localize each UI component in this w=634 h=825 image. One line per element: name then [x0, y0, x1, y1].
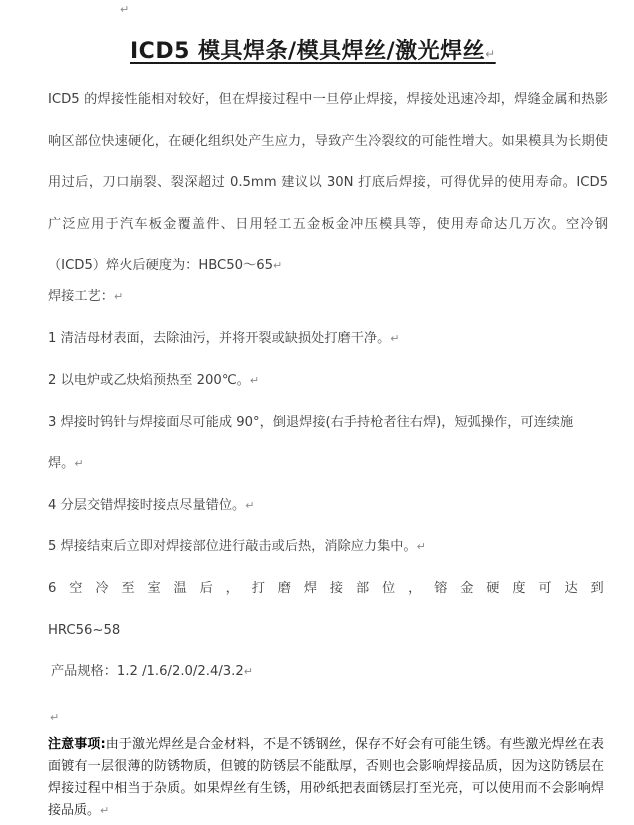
paragraph-mark: ↵ — [273, 259, 283, 273]
step-6-continued-text: HRC56~58 — [48, 623, 121, 638]
step-6-word: 温 — [173, 581, 187, 596]
step-6-word: 室 — [147, 581, 161, 596]
step-6-word: 硬 — [486, 581, 500, 596]
note-text: 由于激光焊丝是合金材料，不是不锈钢丝，保存不好会有可能生锈。有些激光焊丝在表面镀有一层很薄的防锈物质，但镀的防锈层不能酞厚，否则也会影响焊接品质，因为这防锈层在焊接过程中相当于杂质。如果焊丝有生锈，用砂纸把表面锈层打至光亮，可以使用而不会影响焊接品质。 — [48, 737, 604, 818]
step-6-word: 至 — [121, 581, 135, 596]
paragraph-mark: ↵ — [113, 290, 124, 303]
step-6-word: 焊 — [303, 581, 318, 596]
step-6-word: 冷 — [95, 581, 109, 596]
paragraph-mark: ↵ — [390, 332, 400, 345]
step-6-word: 空 — [69, 581, 83, 596]
step-6-word: 可 — [538, 581, 552, 596]
process-heading — [48, 288, 123, 306]
step-6-word: 磨 — [277, 581, 291, 596]
title-text: ICD5 模具焊条/模具焊丝/激光焊丝 — [130, 39, 486, 64]
step-6-word: 6 — [48, 581, 57, 596]
paragraph-mark: ↵ — [74, 457, 84, 470]
product-spec-text: 产品规格：1.2 /1.6/2.0/2.4/3.2 — [51, 664, 244, 679]
paragraph-mark: ↵ — [50, 711, 60, 724]
step-6-word: ， — [408, 581, 422, 596]
step-6-word: ， — [225, 581, 239, 596]
step-3-continued — [48, 455, 84, 473]
note-label: 注意事项: — [48, 737, 106, 752]
paragraph-mark: ↵ — [416, 540, 426, 553]
paragraph-mark: ↵ — [245, 499, 255, 512]
product-spec — [51, 663, 253, 681]
step-6-word: 部 — [355, 581, 370, 596]
step-3-continued-text: 焊。 — [48, 456, 75, 471]
step-6-continued — [48, 622, 120, 640]
document-title — [130, 34, 496, 65]
step-6-word: 接 — [329, 581, 344, 596]
step-5 — [48, 538, 426, 556]
step-6-word: 度 — [512, 581, 526, 596]
step-4 — [48, 497, 254, 515]
step-6-word: 打 — [251, 581, 265, 596]
step-6 — [48, 580, 604, 598]
step-3 — [48, 414, 573, 432]
paragraph-mark: ↵ — [485, 47, 496, 61]
step-2-text: 2 以电炉或乙炔焰预热至 200℃。 — [48, 373, 250, 388]
step-6-word: 达 — [564, 581, 578, 596]
step-6-word: 金 — [460, 581, 474, 596]
step-3-text: 3 焊接时钨针与焊接面尽可能成 90°，倒退焊接(右手持枪者往右焊)，短弧操作，可连续施 — [48, 415, 574, 430]
intro-paragraph — [48, 79, 608, 287]
intro-text: ICD5 的焊接性能相对较好，但在焊接过程中一旦停止焊接，焊接处迅速冷却，焊缝金属和热影响区部位快速硬化，在硬化组织处产生应力，导致产生冷裂纹的可能性增大。如果模具为长期使用过后，刀口崩裂、裂深超过 0.5mm 建议以 30N 打底后焊接，可得优异的使用寿命。ICD5 广泛应用于汽车板金覆盖件、日用轻工五金板金冲压模具等，使用寿命达几万次。空冷钢（ICD5）焠火后硬度为：HBC50～65 — [48, 92, 608, 274]
paragraph-mark: ↵ — [120, 3, 130, 16]
paragraph-mark: ↵ — [243, 665, 253, 678]
step-6-word: 到 — [590, 581, 604, 596]
step-4-text: 4 分层交错焊接时接点尽量错位。 — [48, 498, 246, 513]
step-5-text: 5 焊接结束后立即对焊接部位进行敲击或后热，消除应力集中。 — [48, 539, 417, 554]
note-paragraph — [48, 734, 604, 822]
step-1-text: 1 清洁母材表面，去除油污，并将开裂或缺损处打磨干净。 — [48, 331, 391, 346]
paragraph-mark: ↵ — [100, 804, 110, 817]
step-2 — [48, 372, 259, 390]
process-heading-text: 焊接工艺： — [48, 289, 114, 304]
step-6-word: 镕 — [434, 581, 448, 596]
step-6-word: 后 — [199, 581, 213, 596]
step-6-word: 位 — [382, 581, 396, 596]
step-1 — [48, 330, 400, 348]
paragraph-mark: ↵ — [249, 374, 260, 387]
